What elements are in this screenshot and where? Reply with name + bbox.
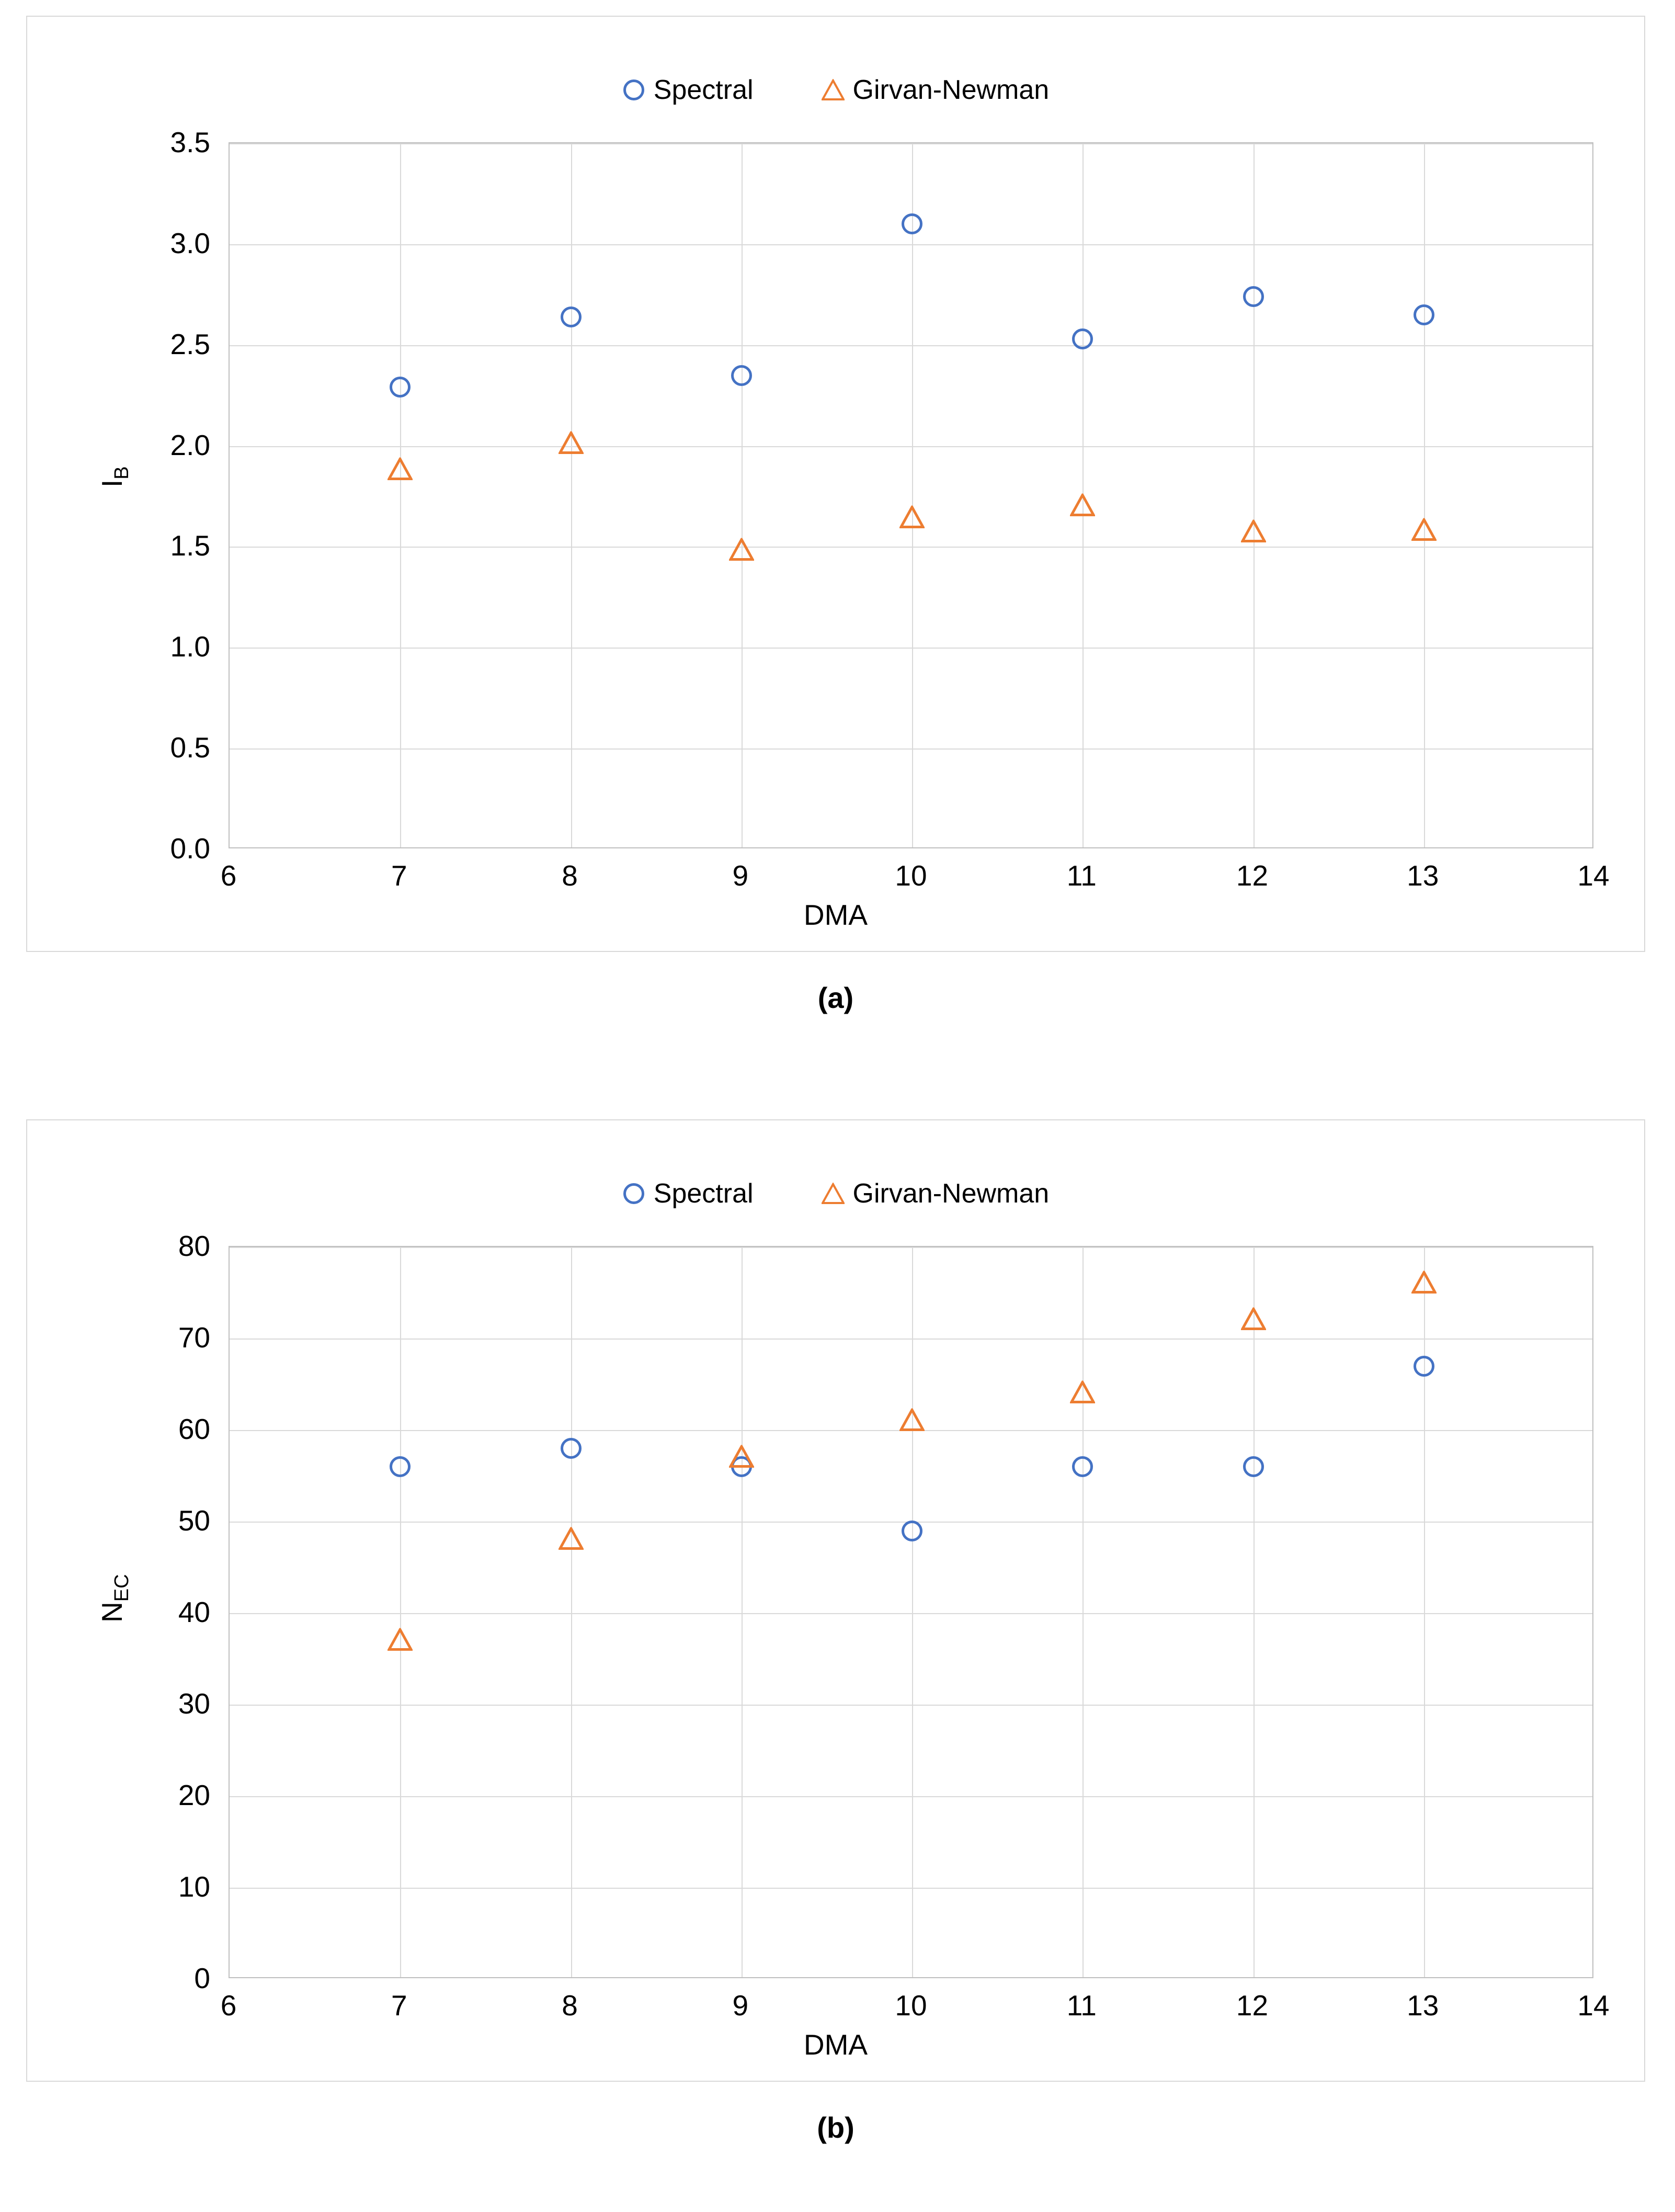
data-point-girvan-newman <box>1241 520 1266 546</box>
data-point-girvan-newman <box>729 538 754 564</box>
data-point-girvan-newman <box>1241 1308 1266 1333</box>
data-point-spectral <box>1414 304 1434 325</box>
legend-entry-girvan-newman[interactable] <box>822 1178 1050 1209</box>
legend-a <box>27 74 1644 106</box>
legend-label-spectral: Spectral <box>653 1178 754 1209</box>
x-axis-title-b: DMA <box>803 2028 868 2061</box>
data-point-spectral <box>561 307 582 327</box>
data-point-spectral <box>1243 1456 1264 1477</box>
data-point-girvan-newman <box>1411 518 1437 543</box>
legend-entry-spectral[interactable] <box>622 1178 754 1209</box>
data-point-girvan-newman <box>1411 1271 1437 1297</box>
triangle-marker-icon <box>822 1182 845 1205</box>
triangle-marker-icon <box>822 78 845 101</box>
plot-area-b <box>229 1246 1593 1978</box>
data-point-girvan-newman <box>899 1408 925 1434</box>
y-axis-title-a: $I_B$ <box>96 466 133 487</box>
figure-panel-b <box>26 1119 1647 2144</box>
legend-entry-girvan-newman[interactable] <box>822 74 1050 106</box>
data-point-spectral <box>1072 328 1093 349</box>
data-point-girvan-newman <box>559 431 584 457</box>
data-point-girvan-newman <box>729 1445 754 1470</box>
data-point-spectral <box>390 377 411 398</box>
legend-label-girvan-newman: Girvan-Newman <box>852 1178 1050 1209</box>
chart-a: Spectral Girvan-Newman $I_B$ 0.0 0.5 1.0 1.5 2.0 2.5 3.0 3.5 6 7 8 9 10 11 12 13 14 DMA <box>26 16 1645 952</box>
y-tick-labels-b: 0 10 20 30 40 50 60 70 80 <box>178 1230 210 1994</box>
caption-a: (a) <box>817 981 854 1014</box>
caption-b: (b) <box>817 2111 854 2144</box>
data-point-spectral <box>902 213 922 234</box>
chart-b: Spectral Girvan-Newman $N_{EC}$ 0 10 20 30 40 50 60 70 80 6 7 8 9 10 11 12 13 14 DMA <box>26 1119 1645 2082</box>
legend-b <box>27 1178 1644 1209</box>
legend-label-girvan-newman: Girvan-Newman <box>852 75 1050 105</box>
plot-area-a <box>229 142 1593 848</box>
data-point-spectral <box>1072 1456 1093 1477</box>
circle-marker-icon <box>622 1182 645 1205</box>
data-point-girvan-newman <box>1070 494 1095 519</box>
legend-entry-spectral[interactable] <box>622 74 754 106</box>
data-point-spectral <box>1243 286 1264 307</box>
data-point-spectral <box>1414 1356 1434 1377</box>
legend-label-spectral: Spectral <box>653 75 754 105</box>
circle-marker-icon <box>622 78 645 101</box>
data-point-spectral <box>561 1438 582 1459</box>
data-point-girvan-newman <box>1070 1381 1095 1406</box>
data-point-spectral <box>902 1521 922 1541</box>
data-point-girvan-newman <box>388 457 413 483</box>
data-point-girvan-newman <box>899 506 925 531</box>
data-point-girvan-newman <box>388 1628 413 1653</box>
x-axis-title-a: DMA <box>803 899 868 931</box>
figure-panel-a <box>26 16 1647 1014</box>
y-axis-title-b: $N_{EC}$ <box>96 1574 133 1623</box>
data-point-spectral <box>731 365 752 386</box>
y-tick-labels-a: 0.0 0.5 1.0 1.5 2.0 2.5 3.0 3.5 <box>170 126 210 865</box>
data-point-spectral <box>390 1456 411 1477</box>
data-point-girvan-newman <box>559 1527 584 1553</box>
